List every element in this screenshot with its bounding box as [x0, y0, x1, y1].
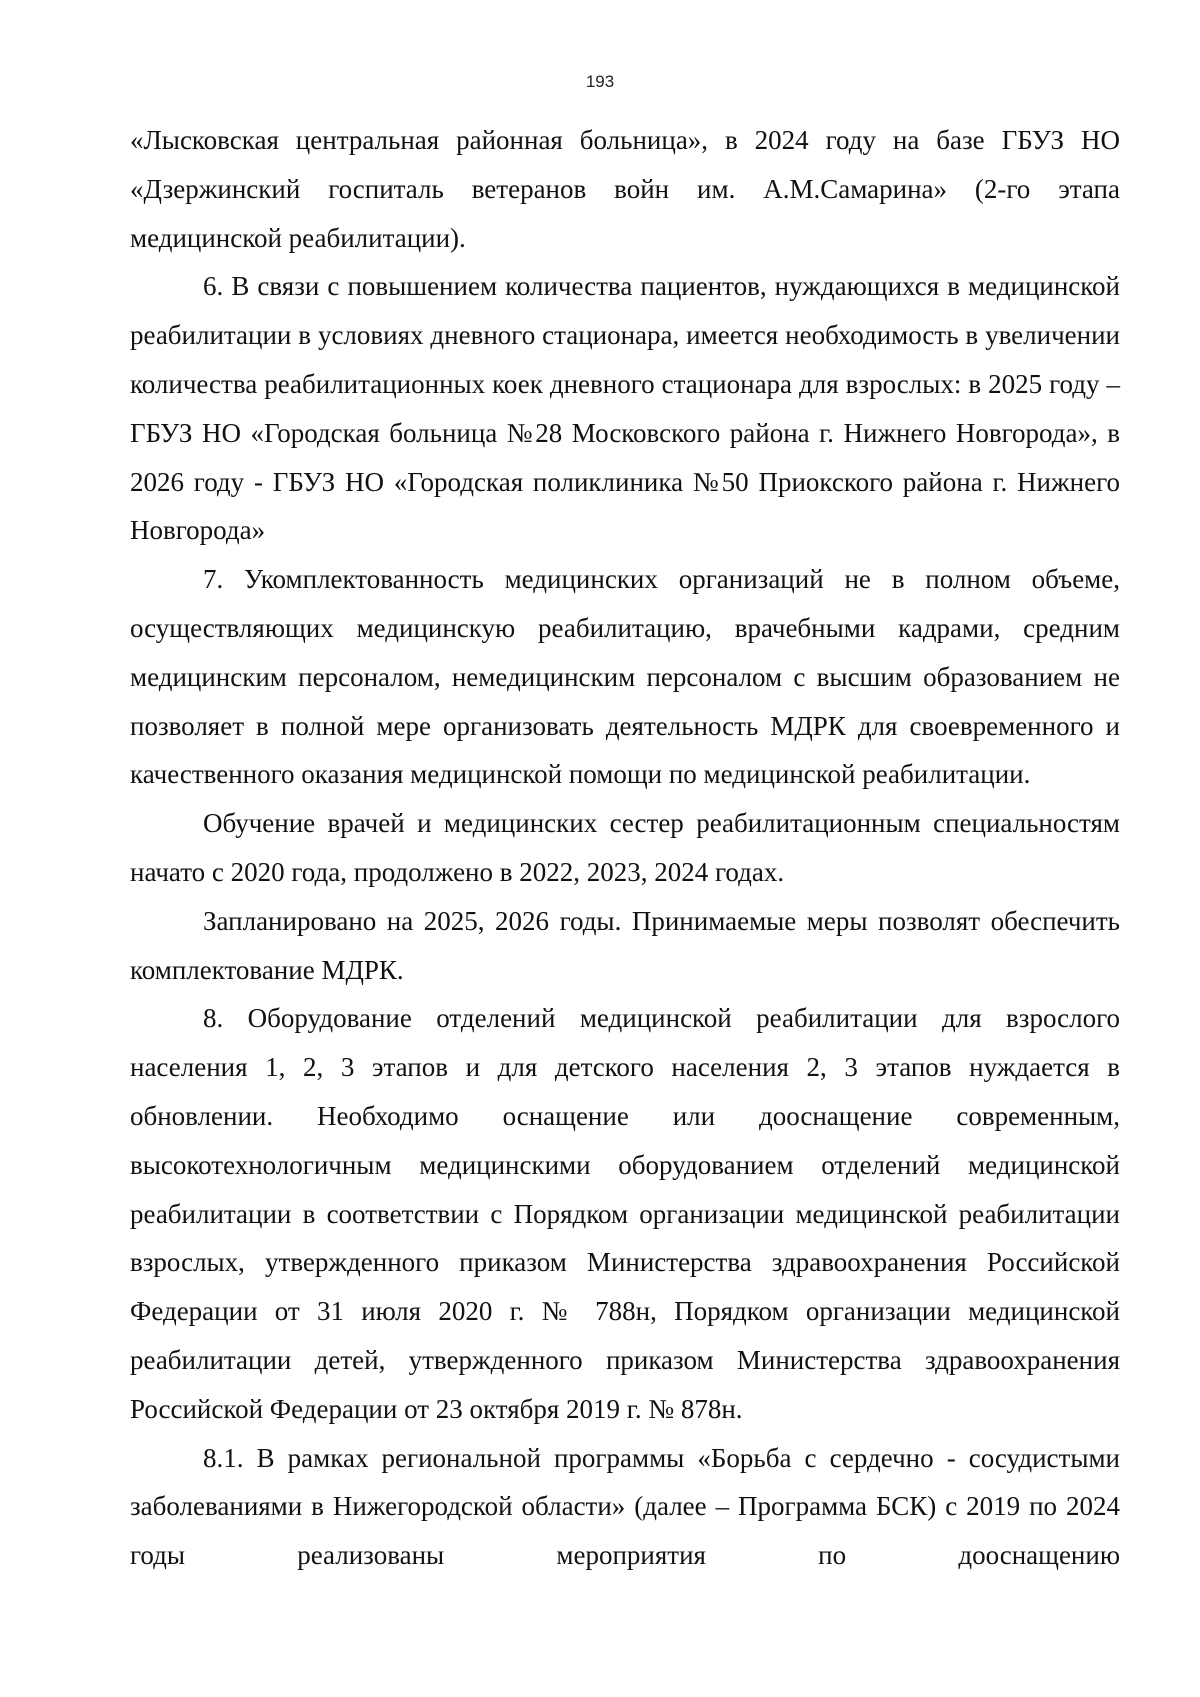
page-number: 193: [585, 72, 615, 91]
paragraph-continuation: «Лысковская центральная районная больница», в 2024 году на базе ГБУЗ НО «Дзержинский госпиталь ветеранов войн им. А.М.Самарина» (2-го этапа медицинской реабилитации).: [130, 125, 1120, 253]
document-body: [130, 116, 1120, 1580]
paragraph-item-7: 7. Укомплектованность медицинских организаций не в полном объеме, осуществляющих медицинскую реабилитацию, врачебными кадрами, средним медицинским персоналом, немедицинским персоналом с высшим образованием не позволяет в полной мере организовать деятельность МДРК для своевременного и качественного оказания медицинской помощи по медицинской реабилитации.: [130, 564, 1120, 790]
paragraph-item-8: 8. Оборудование отделений медицинской реабилитации для взрослого населения 1, 2, 3 этапов и для детского населения 2, 3 этапов нуждается в обновлении. Необходимо оснащение или дооснащение современным, высокотехнологичным медицинскими оборудованием отделений медицинской реабилитации в соответствии с Порядком организации медицинской реабилитации взрослых, утвержденного приказом Министерства здравоохранения Российской Федерации от 31 июля 2020 г. № 788н, Порядком организации медицинской реабилитации детей, утвержденного приказом Министерства здравоохранения Российской Федерации от 23 октября 2019 г. № 878н.: [130, 1003, 1120, 1424]
paragraph-item-8-1: 8.1. В рамках региональной программы «Борьба с сердечно - сосудистыми заболеваниями в Нижегородской области» (далее – Программа БСК) с 2019 по 2024 годы реализованы мероприятия по дооснащению: [130, 1442, 1120, 1571]
paragraph-planned: Запланировано на 2025, 2026 годы. Принимаемые меры позволят обеспечить комплектование МДРК.: [130, 905, 1120, 985]
paragraph-training: Обучение врачей и медицинских сестер реабилитационным специальностям начато с 2020 года, продолжено в 2022, 2023, 2024 годах.: [130, 808, 1120, 887]
paragraph-item-6: 6. В связи с повышением количества пациентов, нуждающихся в медицинской реабилитации в условиях дневного стационара, имеется необходимость в увеличении количества реабилитационных коек дневного стационара для взрослых: в 2025 году – ГБУЗ НО «Городская больница №28 Московского района г. Нижнего Новгорода», в 2026 году - ГБУЗ НО «Городская поликлиника №50 Приокского района г. Нижнего Новгорода»: [130, 271, 1120, 546]
